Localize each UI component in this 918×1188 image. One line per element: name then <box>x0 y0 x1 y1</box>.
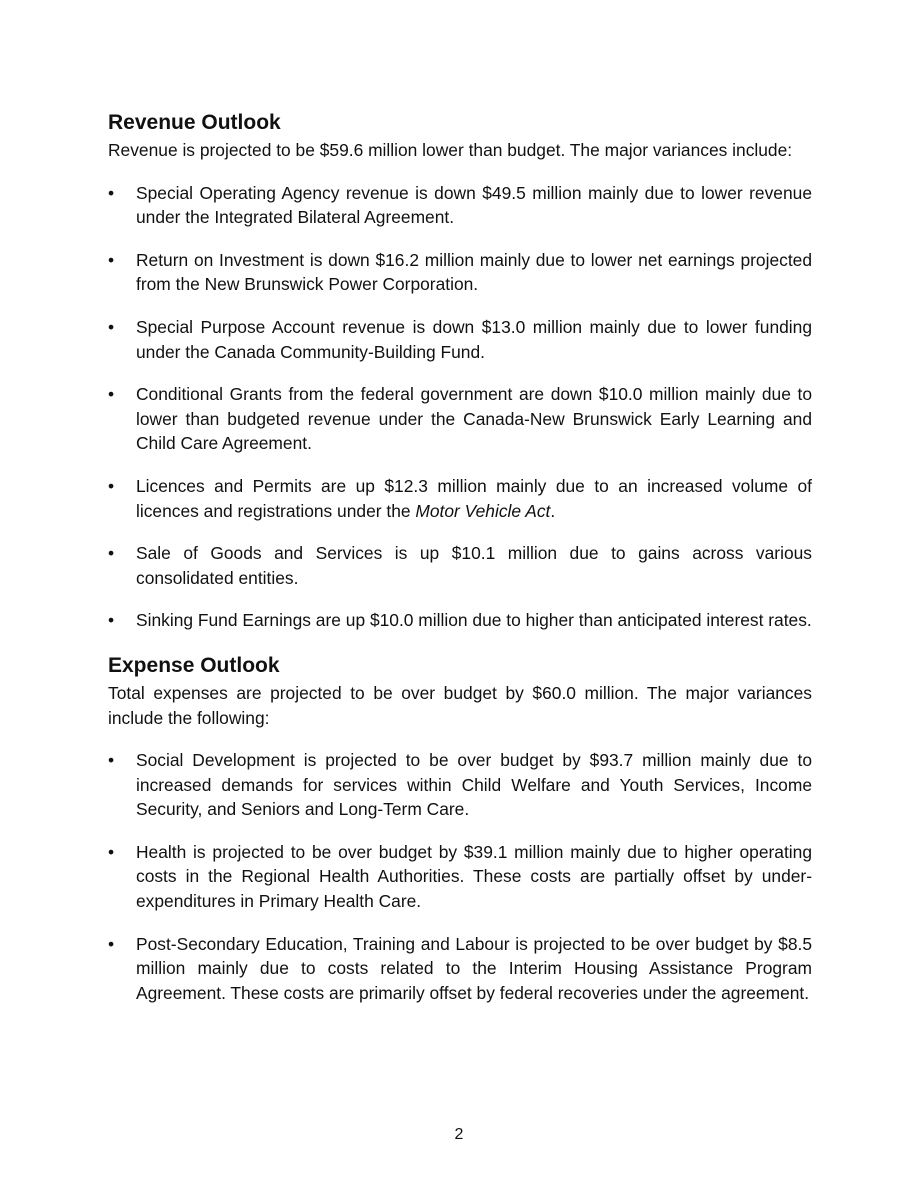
list-item-text: Social Development is projected to be over budget by $93.7 million mainly due to increased demands for services within Child Welfare and Youth Services, Income Security, and Seniors and Long-Term Care. <box>136 750 812 820</box>
list-item <box>108 382 812 456</box>
expense-outlook-heading: Expense Outlook <box>108 653 280 677</box>
revenue-outlook-heading: Revenue Outlook <box>108 111 281 134</box>
bullet-icon: • <box>108 384 115 405</box>
list-item <box>108 541 812 590</box>
list-item-text: Conditional Grants from the federal government are down $10.0 million mainly due to lower than budgeted revenue under the Canada-New Brunswick Early Learning and Child Care Agreement. <box>136 384 812 454</box>
revenue-outlook-section <box>108 108 812 633</box>
list-item <box>108 474 812 523</box>
list-item-text: Return on Investment is down $16.2 million mainly due to lower net earnings projected from the New Brunswick Power Corporation. <box>136 249 812 295</box>
page-number: 2 <box>454 1126 464 1143</box>
list-item <box>108 608 812 633</box>
list-item <box>108 932 812 1006</box>
bullet-icon: • <box>108 841 115 862</box>
revenue-variance-list <box>108 181 812 633</box>
list-item-text-end: . <box>550 500 556 521</box>
bullet-icon: • <box>108 475 115 496</box>
list-item-text: Special Purpose Account revenue is down $13.0 million mainly due to lower funding under the Canada Community-Building Fund. <box>136 316 812 362</box>
list-item-text: Post-Secondary Education, Training and Labour is projected to be over budget by $8.5 million mainly due to costs related to the Interim Housing Assistance Program Agreement. These costs are primarily offset by federal recoveries under the agreement. <box>136 933 812 1003</box>
list-item <box>108 840 812 914</box>
list-item-text: Special Operating Agency revenue is down $49.5 million mainly due to lower revenue under the Integrated Bilateral Agreement. <box>136 182 812 228</box>
list-item-text <box>136 476 812 521</box>
list-item <box>108 248 812 297</box>
expense-outlook-section <box>108 651 812 1006</box>
bullet-icon: • <box>108 750 115 771</box>
bullet-icon: • <box>108 543 115 564</box>
expense-variance-list <box>108 748 812 1005</box>
list-item-text: Sinking Fund Earnings are up $10.0 million due to higher than anticipated interest rates. <box>136 610 812 631</box>
bullet-icon: • <box>108 249 115 270</box>
bullet-icon: • <box>108 933 115 954</box>
bullet-icon: • <box>108 182 115 203</box>
revenue-outlook-intro: Revenue is projected to be $59.6 million lower than budget. The major variances include: <box>108 140 793 160</box>
page-content <box>108 108 812 1023</box>
list-item <box>108 315 812 364</box>
list-item <box>108 748 812 822</box>
list-item-text: Health is projected to be over budget by $39.1 million mainly due to higher operating costs in the Regional Health Authorities. These costs are partially offset by under-expenditures in Primary Health Care. <box>136 841 812 912</box>
list-item-text: Sale of Goods and Services is up $10.1 million due to gains across various consolidated entities. <box>136 543 812 588</box>
list-item-text-start: Licences and Permits are up $12.3 million mainly due to an increased volume of licences and registrations under the <box>136 475 812 521</box>
bullet-icon: • <box>108 610 115 631</box>
act-title: Motor Vehicle Act <box>415 500 551 521</box>
bullet-icon: • <box>108 316 115 337</box>
expense-outlook-intro: Total expenses are projected to be over budget by $60.0 million. The major variances include the following: <box>108 682 812 728</box>
list-item <box>108 181 812 230</box>
